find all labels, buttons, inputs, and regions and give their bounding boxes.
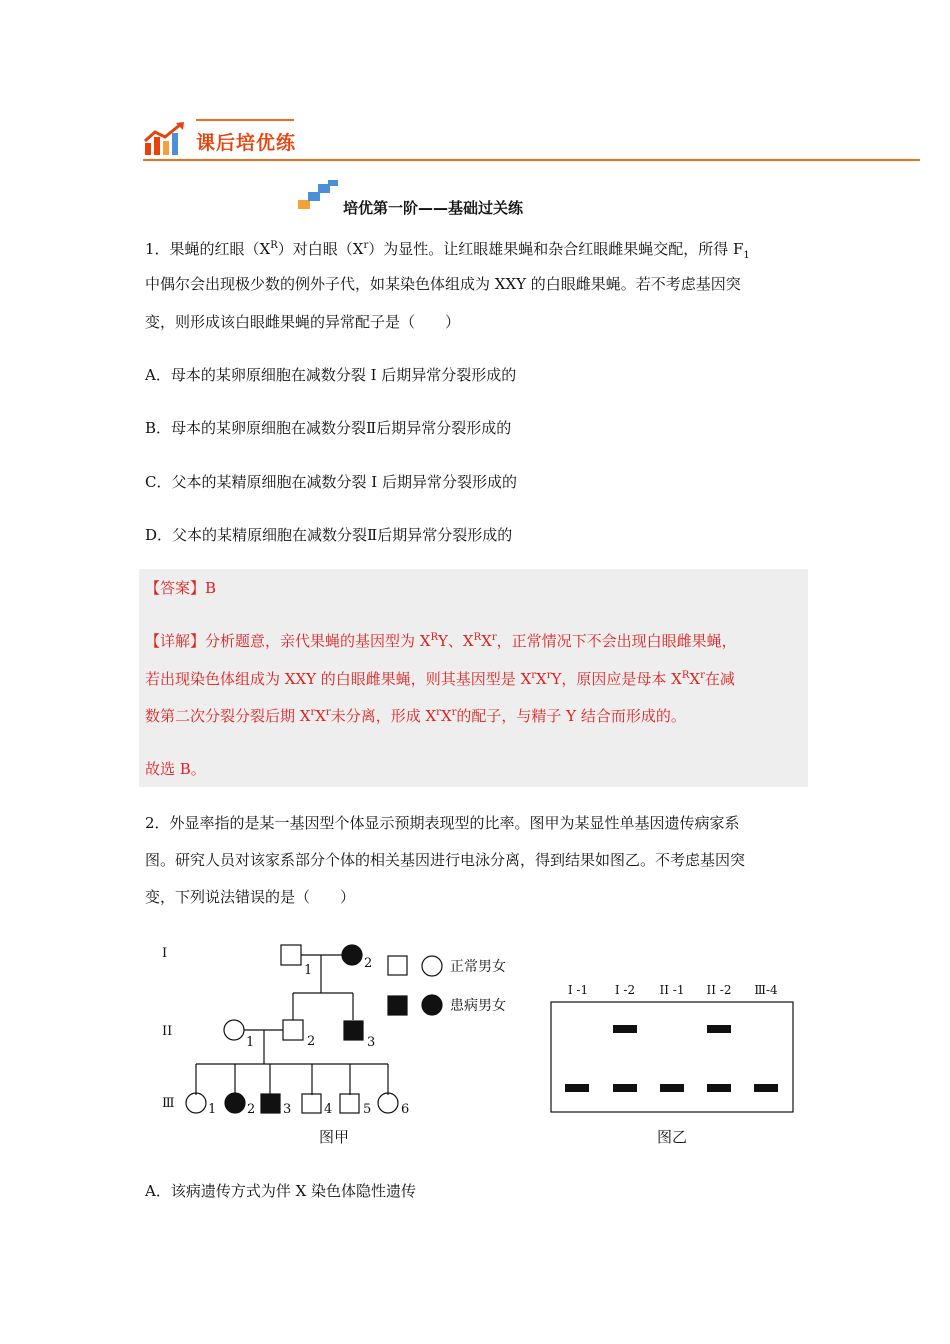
pedigree-II-2-male-normal (283, 1020, 303, 1040)
q1-option-a[interactable]: A．母本的某卵原细胞在减数分裂 I 后期异常分裂形成的 (145, 366, 517, 384)
gen-I-label: I (162, 946, 168, 961)
label-III-4: 4 (324, 1102, 333, 1117)
gel-lane-label: I -1 (567, 983, 589, 997)
gel-lane-label: II -2 (706, 983, 732, 997)
pedigree-II-3-male-affected (344, 1021, 363, 1040)
gel-band-II-2-upper (707, 1025, 731, 1033)
gel-band-I-1-lower (565, 1084, 589, 1092)
gel-lane-label: II -1 (659, 983, 685, 997)
legend-affected-male-icon (388, 996, 407, 1015)
pedigree-caption: 图甲 (319, 1128, 350, 1146)
detail-line-3: 数第二次分裂分裂后期 $X^rX^r$未分离，形成 $X^rX^r$的配子，与精子 Y 结合而形成的。 (145, 707, 686, 725)
label-I-2: 2 (364, 956, 373, 971)
q1-line-3: 变，则形成该白眼雌果蝇的异常配子是（ ） (145, 313, 461, 331)
pedigree-III-2-female-affected (225, 1093, 245, 1113)
pedigree-II-1-female-normal (224, 1020, 244, 1040)
detail-line-2: 若出现染色体组成为 XXY 的白眼雌果蝇，则其基因型是 $X^rX^rY$，原因应是母本 $X^RX^r$在减 (145, 670, 735, 688)
legend-affected-label: 患病男女 (450, 998, 506, 1014)
pedigree-I-1-male-normal (281, 945, 301, 965)
label-III-6: 6 (401, 1102, 410, 1117)
q1-option-b[interactable]: B．母本的某卵原细胞在减数分裂Ⅱ后期异常分裂形成的 (145, 419, 512, 437)
gel-caption: 图乙 (656, 1128, 688, 1146)
q2-option-a[interactable]: A．该病遗传方式为伴 X 染色体隐性遗传 (145, 1182, 417, 1200)
gel-band-II-1-lower (660, 1084, 684, 1092)
answer-conclusion: 故选 B。 (145, 760, 206, 778)
header-divider (143, 159, 920, 161)
pedigree-III-1-female-normal (186, 1093, 206, 1113)
legend-normal-label: 正常男女 (450, 959, 506, 975)
legend-affected-female-icon (422, 995, 442, 1015)
label-III-2: 2 (247, 1102, 256, 1117)
pedigree-diagram (140, 930, 540, 1150)
label-III-5: 5 (363, 1102, 372, 1117)
q1-line-1: 1．果蝇的红眼$(X^R)$对白眼$(X^r)$为显性。让红眼雄果蝇和杂合红眼雌果蝇交配，所得 $F_1$ (145, 240, 750, 261)
label-III-1: 1 (208, 1102, 217, 1117)
gel-frame (551, 1002, 793, 1112)
gen-III-label: Ⅲ (162, 1096, 175, 1111)
gel-band-III-4-lower (754, 1084, 778, 1092)
section-stairs-icon (298, 180, 340, 210)
pedigree-III-3-male-affected (261, 1094, 280, 1113)
header-accent-line (196, 119, 294, 121)
label-I-1: 1 (304, 963, 313, 978)
label-II-3: 3 (367, 1035, 376, 1050)
pedigree-I-2-female-affected (342, 945, 362, 965)
gel-diagram (545, 975, 805, 1150)
label-II-2: 2 (307, 1034, 316, 1049)
gel-band-II-2-lower (707, 1084, 731, 1092)
q2-line-3: 变，下列说法错误的是（ ） (145, 888, 356, 906)
q1-line-2: 中偶尔会出现极少数的例外子代，如某染色体组成为 XXY 的白眼雌果蝇。若不考虑基因突 (145, 275, 741, 293)
gel-band-I-2-lower (613, 1084, 637, 1092)
label-II-1: 1 (246, 1035, 255, 1050)
label-III-3: 3 (283, 1102, 292, 1117)
q2-line-1: 2．外显率指的是某一基因型个体显示预期表现型的比率。图甲为某显性单基因遗传病家系 (145, 814, 740, 832)
header-logo-icon (143, 121, 187, 157)
pedigree-III-6-female-normal (378, 1093, 398, 1113)
page-title: 课后培优练 (196, 132, 297, 154)
pedigree-III-4-male-normal (302, 1094, 321, 1113)
gel-lane-label: I -2 (614, 983, 636, 997)
legend-normal-male-icon (388, 956, 407, 975)
pedigree-III-5-male-normal (340, 1094, 359, 1113)
gen-II-label: II (162, 1024, 173, 1039)
section-title: 培优第一阶——基础过关练 (343, 199, 524, 217)
q1-option-c[interactable]: C．父本的某精原细胞在减数分裂 I 后期异常分裂形成的 (145, 473, 517, 491)
detail-line-1: 【详解】分析题意，亲代果蝇的基因型为 $X^RY$、$X^RX^r$，正常情况下不会出现白眼雌果蝇， (145, 632, 737, 650)
gel-lane-label: Ⅲ-4 (754, 983, 778, 997)
legend-normal-female-icon (422, 956, 442, 976)
q2-line-2: 图。研究人员对该家系部分个体的相关基因进行电泳分离，得到结果如图乙。不考虑基因突 (145, 851, 746, 869)
gel-band-I-2-upper (613, 1025, 637, 1033)
answer-label: 【答案】B (145, 579, 217, 597)
q1-option-d[interactable]: D．父本的某精原细胞在减数分裂Ⅱ后期异常分裂形成的 (145, 526, 513, 544)
